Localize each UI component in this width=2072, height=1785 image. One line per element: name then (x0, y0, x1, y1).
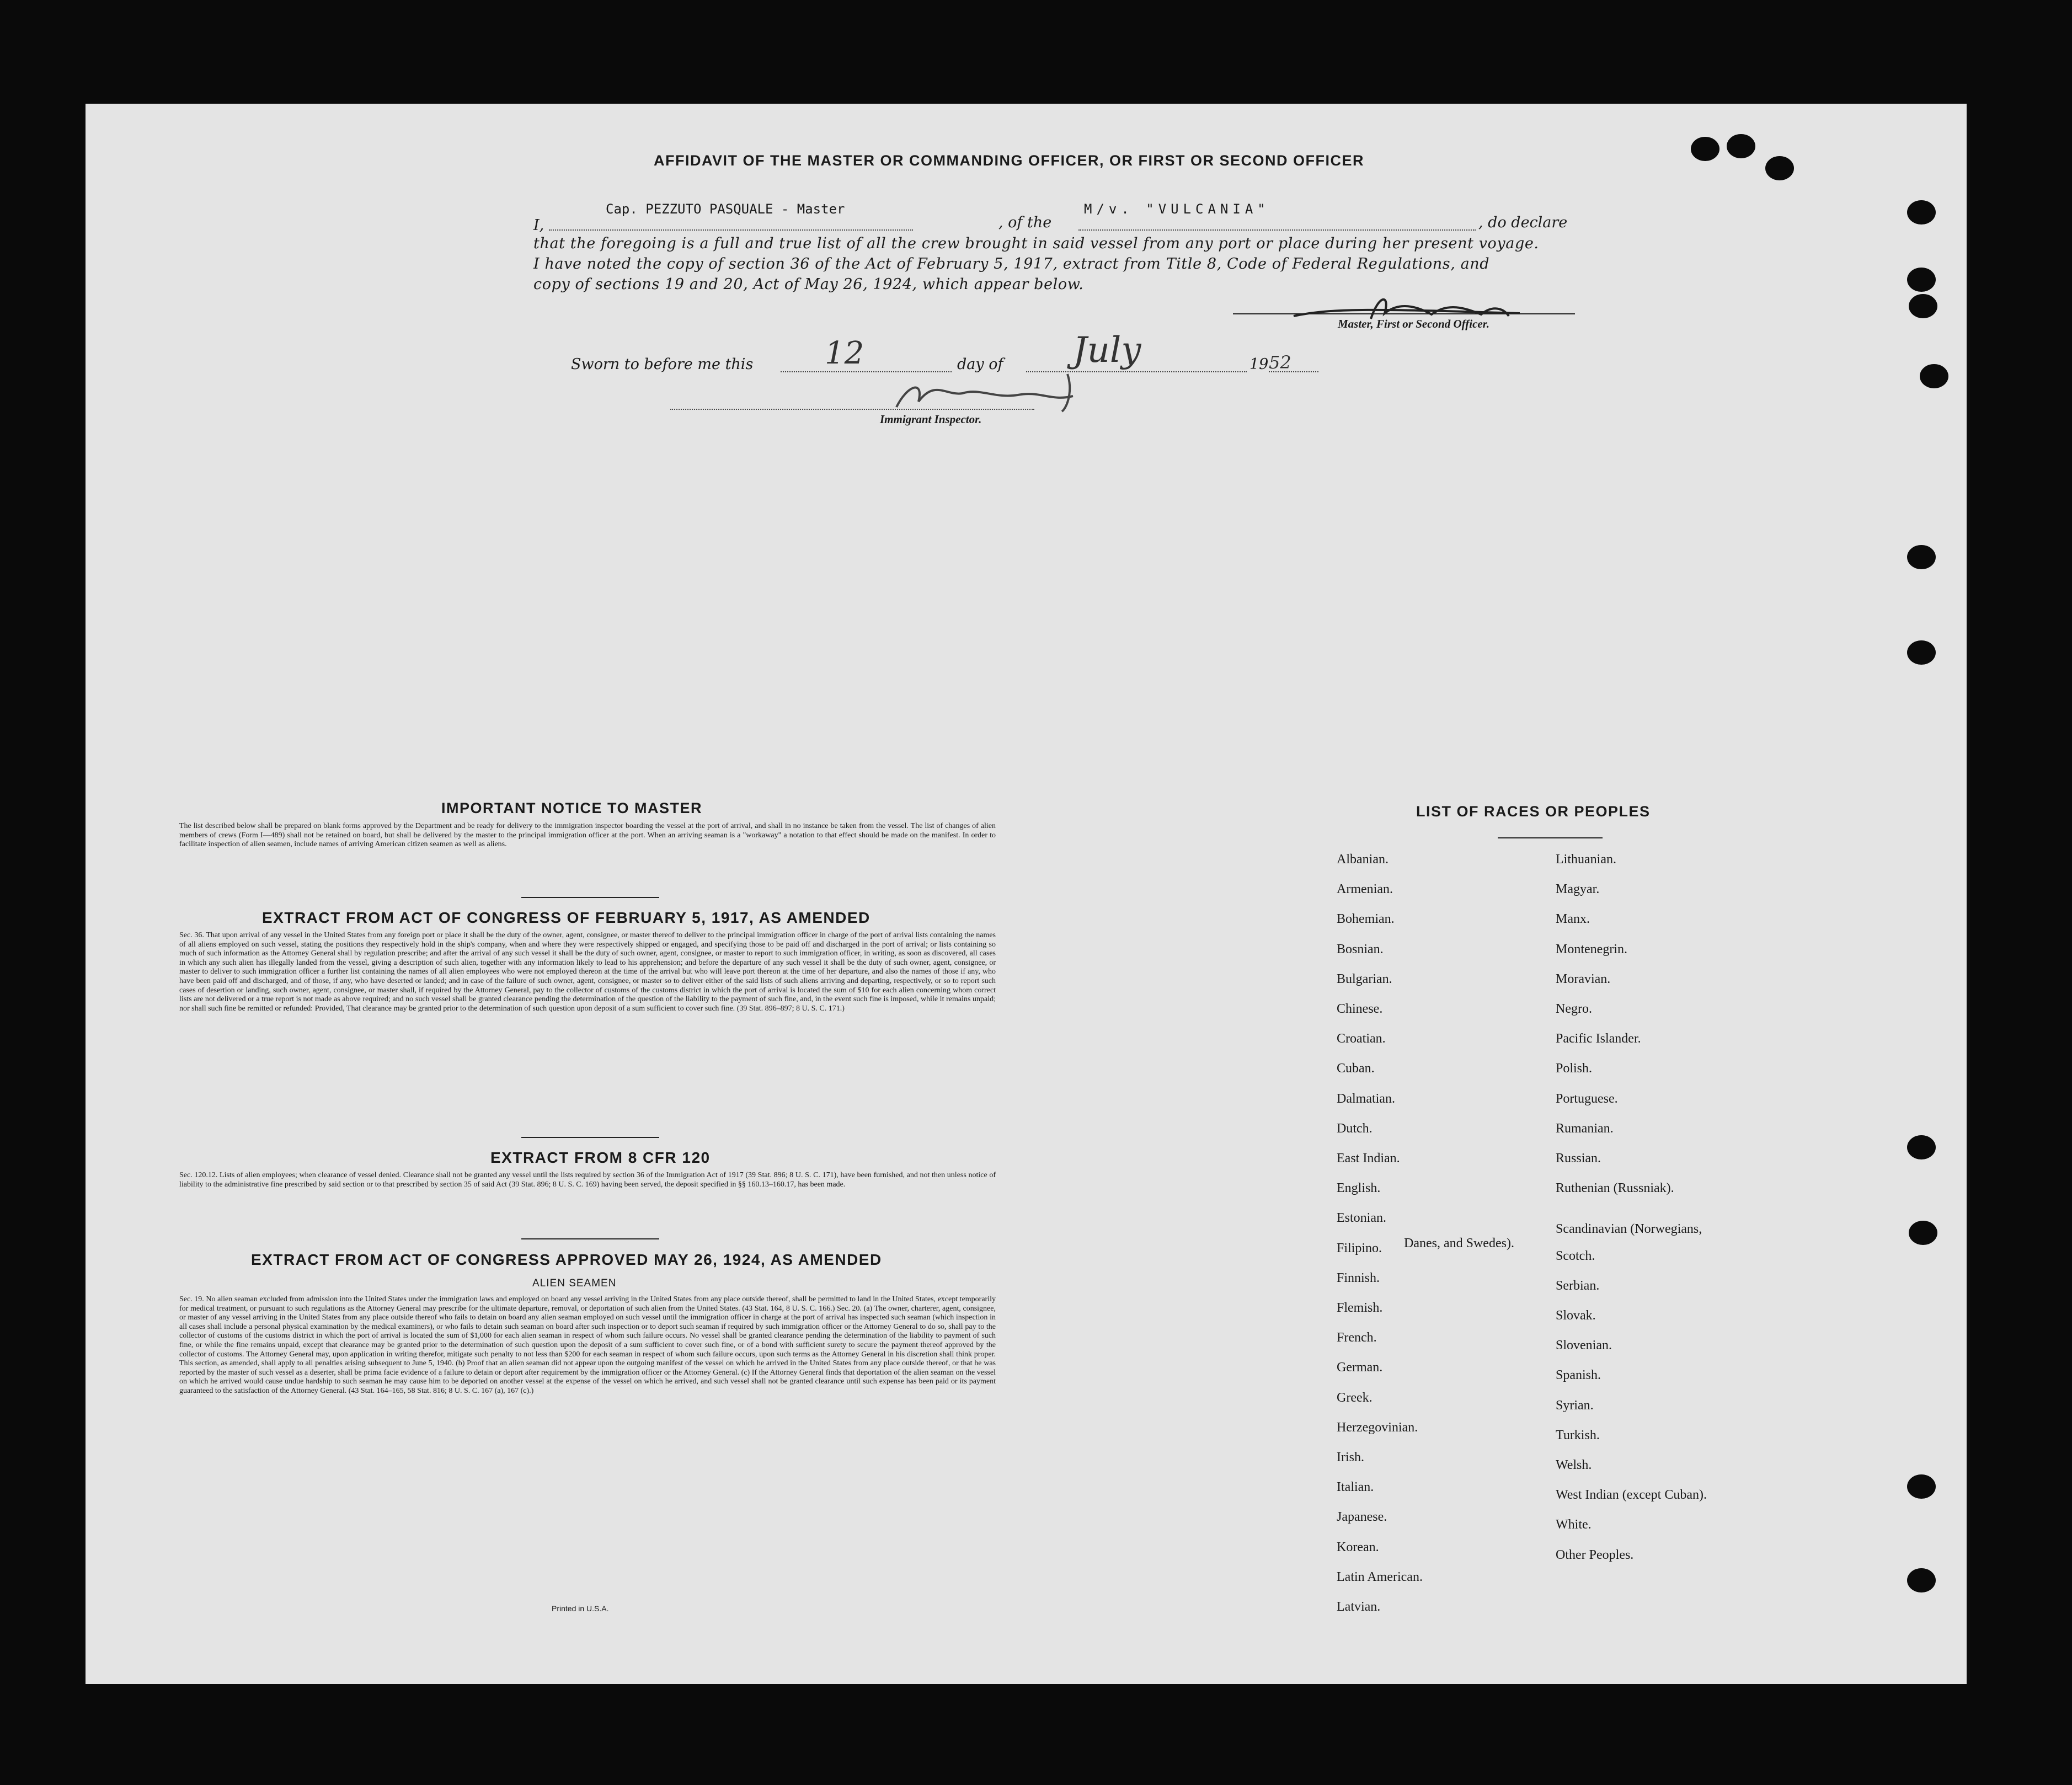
punch-hole (1920, 364, 1948, 388)
extract-1924-body: Sec. 19. No alien seaman excluded from admission into the United States under the immigration laws and employed on board any vessel arriving in the United States from any place outside thereof, shall be permitted to land in the United States, except temporarily for medical treatment, or pursuant to such regulations as the Attorney General may prescribe for the ultimate departure, removal, or deportation of such alien from the United States. (43 Stat. 164, 8 U. S. C. 166.) Sec. 20. (a) The owner, charterer, agent, consignee, or master of any vessel arriving in the United States from any place outside thereof who fails to detain on board any alien seaman employed on such vessel until the immigration officer in charge at the port of arrival has inspected such seaman (which inspection in all cases shall include a personal physical examination by the medical examiners), or who fails to detain such seaman on board after such inspection or to deport such seaman if required by such immigration officer or the Attorney General to do so, shall pay to the collector of customs of the customs district in which the port of arrival is located the sum of $1,000 for each alien seaman in respect of whom such failure occurs. No vessel shall be granted clearance pending the determination of the liability to payment of such fine, or while the fine remains unpaid, except that clearance may be granted prior to the determination of such question upon the deposit of a sum sufficient to cover such fine, or of a bond with sufficient surety to secure the payment thereof approved by the collector of customs. The Attorney General may, upon application in writing therefor, mitigate such penalty to not less than $200 for each seaman in respect of whom such failure occurs, upon such terms as the Attorney General in his discretion shall think proper. This section, as amended, shall apply to all penalties arising subsequent to June 5, 1940. (b) Proof that an alien seaman did not appear upon the outgoing manifest of the vessel on which he arrived in the United States from any place outside thereof, or that he was reported by the master of such vessel as a deserter, shall be prima facie evidence of a failure to detain or deport after requirement by the immigration officer or the Attorney General. (c) If the Attorney General finds that deportation of the alien seaman on the vessel on which he arrived would cause undue hardship to such seaman he may cause him to be deported on another vessel at the expense of the vessel on which he arrived, and such vessel shall not be granted clearance until such expense has been paid or its payment guaranteed to the satisfaction of the Attorney General. (43 Stat. 164–165, 58 Stat. 816; 8 U. S. C. 167 (a), 167 (c).) (179, 1295, 996, 1395)
race-item: Manx. (1556, 912, 1590, 927)
vessel-name: M/v. "VULCANIA" (1084, 201, 1270, 217)
punch-hole (1907, 640, 1936, 665)
race-item: Magyar. (1556, 882, 1600, 897)
race-item: Albanian. (1337, 852, 1389, 867)
punch-hole (1909, 294, 1937, 318)
race-item: Dalmatian. (1337, 1091, 1395, 1106)
punch-hole (1907, 1474, 1936, 1499)
race-item: Cuban. (1337, 1061, 1375, 1076)
race-item: Spanish. (1556, 1368, 1601, 1383)
dotted-line (549, 229, 913, 231)
sworn-label: Sworn to before me this (571, 356, 754, 373)
extract-1917-title: EXTRACT FROM ACT OF CONGRESS OF FEBRUARY 5, 1917, AS AMENDED (262, 909, 871, 926)
affidavit-line-3: I have noted the copy of section 36 of the Act of February 5, 1917, extract from Title 8, Code of Federal Regulations, and (533, 255, 1490, 272)
race-item: Negro. (1556, 1002, 1592, 1016)
race-item: Italian. (1337, 1480, 1374, 1495)
race-item: Bosnian. (1337, 942, 1384, 956)
punch-hole (1907, 200, 1936, 225)
race-item: Bohemian. (1337, 912, 1395, 927)
race-item: Welsh. (1556, 1458, 1592, 1472)
race-item: English. (1337, 1181, 1381, 1196)
race-item: Bulgarian. (1337, 971, 1392, 986)
race-item: Latvian. (1337, 1600, 1381, 1614)
day-of-label: day of (957, 356, 1003, 373)
race-item: Ruthenian (Russniak). (1556, 1181, 1674, 1196)
race-item: Scotch. (1556, 1248, 1595, 1263)
affidavit-title: AFFIDAVIT OF THE MASTER OR COMMANDING OFFICER, OR FIRST OR SECOND OFFICER (654, 152, 1364, 169)
race-item: Herzegovinian. (1337, 1420, 1418, 1435)
dotted-line (1078, 229, 1476, 231)
race-item: Polish. (1556, 1061, 1593, 1076)
race-item: German. (1337, 1360, 1383, 1375)
document-page (86, 104, 1967, 1684)
race-item: Slovak. (1556, 1308, 1596, 1323)
race-item: Moravian. (1556, 971, 1611, 986)
race-item: Greek. (1337, 1390, 1373, 1405)
race-item: Montenegrin. (1556, 942, 1627, 956)
affidavit-i-label: I, (533, 217, 544, 234)
race-item: East Indian. (1337, 1151, 1400, 1166)
race-item: French. (1337, 1330, 1377, 1345)
race-item: Syrian. (1556, 1398, 1594, 1413)
race-item: Japanese. (1337, 1510, 1387, 1525)
punch-hole (1909, 1221, 1937, 1245)
notice-body: The list described below shall be prepared on blank forms approved by the Department and be ready for delivery to the immigration inspector boarding the vessel at the port of arrival, and shall in no instance be taken from the vessel. The list of changes of alien members of crews (Form I—489) shall not be retained on board, but shall be delivered by the master to the principal immigration officer at the port. When an arriving seaman is a "workaway" a notation to that effect should be made on the manifest. In order to facilitate inspection of alien seamen, include names of arriving American citizen seamen as well as aliens. (179, 822, 996, 849)
punch-hole (1691, 137, 1719, 161)
race-item: Lithuanian. (1556, 852, 1616, 867)
race-item: Pacific Islander. (1556, 1032, 1641, 1046)
year-prefix: 19 (1249, 356, 1269, 373)
affidavit-line-2: that the foregoing is a full and true list of all the crew brought in said vessel from any port or place during her present voyage. (533, 235, 1539, 252)
races-title: LIST OF RACES OR PEOPLES (1416, 803, 1651, 820)
inspector-caption: Immigrant Inspector. (880, 413, 982, 426)
race-item: Other Peoples. (1556, 1547, 1634, 1562)
dotted-line (1269, 371, 1318, 372)
extract-1924-title: EXTRACT FROM ACT OF CONGRESS APPROVED MAY 26, 1924, AS AMENDED (251, 1251, 882, 1268)
punch-hole (1765, 156, 1794, 180)
extract-cfr-title: EXTRACT FROM 8 CFR 120 (490, 1149, 711, 1166)
race-item: Serbian. (1556, 1278, 1600, 1293)
signature-line (1233, 313, 1575, 314)
race-item: Russian. (1556, 1151, 1601, 1166)
race-item: Danes, and Swedes). (1404, 1236, 1514, 1251)
race-item: Turkish. (1556, 1428, 1600, 1442)
race-item: Estonian. (1337, 1211, 1386, 1226)
race-item: Croatian. (1337, 1032, 1386, 1046)
divider (521, 1238, 659, 1239)
race-item: Filipino. (1337, 1241, 1382, 1255)
notice-title: IMPORTANT NOTICE TO MASTER (441, 800, 702, 816)
divider (521, 1137, 659, 1138)
divider (521, 897, 659, 898)
inspector-signature (885, 368, 1161, 415)
extract-1917-body: Sec. 36. That upon arrival of any vessel in the United States from any foreign port or place it shall be the duty of the owner, agent, consignee, or master thereof to deliver to the principal immigration officer in charge of the port of arrival lists containing the names of all aliens employed on such vessel, stating the positions they respectively hold in the ship's company, when and where they were respectively shipped or engaged, and specifying those to be paid off and discharged in the port of arrival; or lists containing so much of such information as the Attorney General shall by regulation prescribe; and after the arrival of any such vessel it shall be the duty of such owner, agent, consignee, or master to report to such immigration officer, in writing, as soon as discovered, all cases in which any such alien has illegally landed from the vessel, giving a description of such alien, together with any information likely to lead to his apprehension; and before the departure of any such vessel it shall be the duty of such owner, agent, consignee, or master to deliver to such immigration officer a further list containing the names of all alien employees who were not employed thereon at the time of the arrival but who will leave port thereon at the time of her departure, and also the names of those if any, who have been paid off and discharged, and of those, if any, who have deserted or landed; and in case of the failure of such owner, agent, consignee, or master so to deliver either of the said lists of such aliens arriving and departing, respectively, or so to report such cases of desertion or landing, such owner, agent, consignee, or master shall, if required by the Attorney General, pay to the collector of customs of the customs district in which the port of arrival is located the sum of $10 for each alien concerning whom correct lists are not delivered or a true report is not made as above required; and no such vessel shall be granted clearance pending the determination of the question of the liability to the payment of such fine, and, in the event such fine is imposed, while it remains unpaid; nor shall such fine be remitted or refunded: Provided, That clearance may be granted prior to the determination of such question upon deposit of a sum sufficient to cover such fine. (39 Stat. 896–897; 8 U. S. C. 171.) (179, 931, 996, 1013)
punch-hole (1907, 1568, 1936, 1592)
affidavit-line-4: copy of sections 19 and 20, Act of May 26, 1924, which appear below. (533, 276, 1084, 293)
race-item: Slovenian. (1556, 1338, 1612, 1353)
race-item: Dutch. (1337, 1121, 1373, 1136)
race-item: Scandinavian (Norwegians, (1556, 1222, 1702, 1237)
punch-hole (1907, 545, 1936, 569)
race-item: Portuguese. (1556, 1091, 1618, 1106)
race-item: Irish. (1337, 1450, 1364, 1465)
punch-hole (1727, 134, 1755, 158)
punch-hole (1907, 1135, 1936, 1159)
race-item: White. (1556, 1517, 1592, 1532)
master-name: Cap. PEZZUTO PASQUALE - Master (606, 201, 845, 217)
race-item: Chinese. (1337, 1002, 1383, 1016)
divider (1498, 837, 1603, 838)
printed-note: Printed in U.S.A. (552, 1604, 609, 1613)
inspector-signature-scribble-icon (885, 368, 1161, 413)
race-item: Finnish. (1337, 1270, 1380, 1285)
race-item: Armenian. (1337, 882, 1393, 897)
extract-1924-subtitle: ALIEN SEAMEN (532, 1278, 617, 1289)
inspector-line (670, 409, 1034, 410)
officer-caption: Master, First or Second Officer. (1338, 317, 1489, 330)
sworn-month: July (1073, 330, 1141, 371)
race-item: Korean. (1337, 1540, 1379, 1554)
race-item: Flemish. (1337, 1301, 1383, 1315)
race-item: Rumanian. (1556, 1121, 1614, 1136)
do-declare-label: , do declare (1478, 214, 1568, 231)
punch-hole (1907, 268, 1936, 292)
of-the-label: , of the (998, 214, 1052, 231)
race-item: West Indian (except Cuban). (1556, 1488, 1707, 1503)
year-value: 52 (1269, 352, 1291, 373)
extract-cfr-body: Sec. 120.12. Lists of alien employees; when clearance of vessel denied. Clearance shall not be granted any vessel until the lists required by section 36 of the Immigration Act of 1917 (39 Stat. 896; 8 U. S. C. 171), have been furnished, and not then unless notice of liability to the administrative fine prescribed by said section or to that prescribed by section 35 of said Act (39 Stat. 896; 8 U. S. C. 169) having been served, the deposit specified in §§ 160.13–160.17, has been made. (179, 1171, 996, 1189)
sworn-day: 12 (825, 335, 864, 371)
race-item: Latin American. (1337, 1569, 1423, 1584)
